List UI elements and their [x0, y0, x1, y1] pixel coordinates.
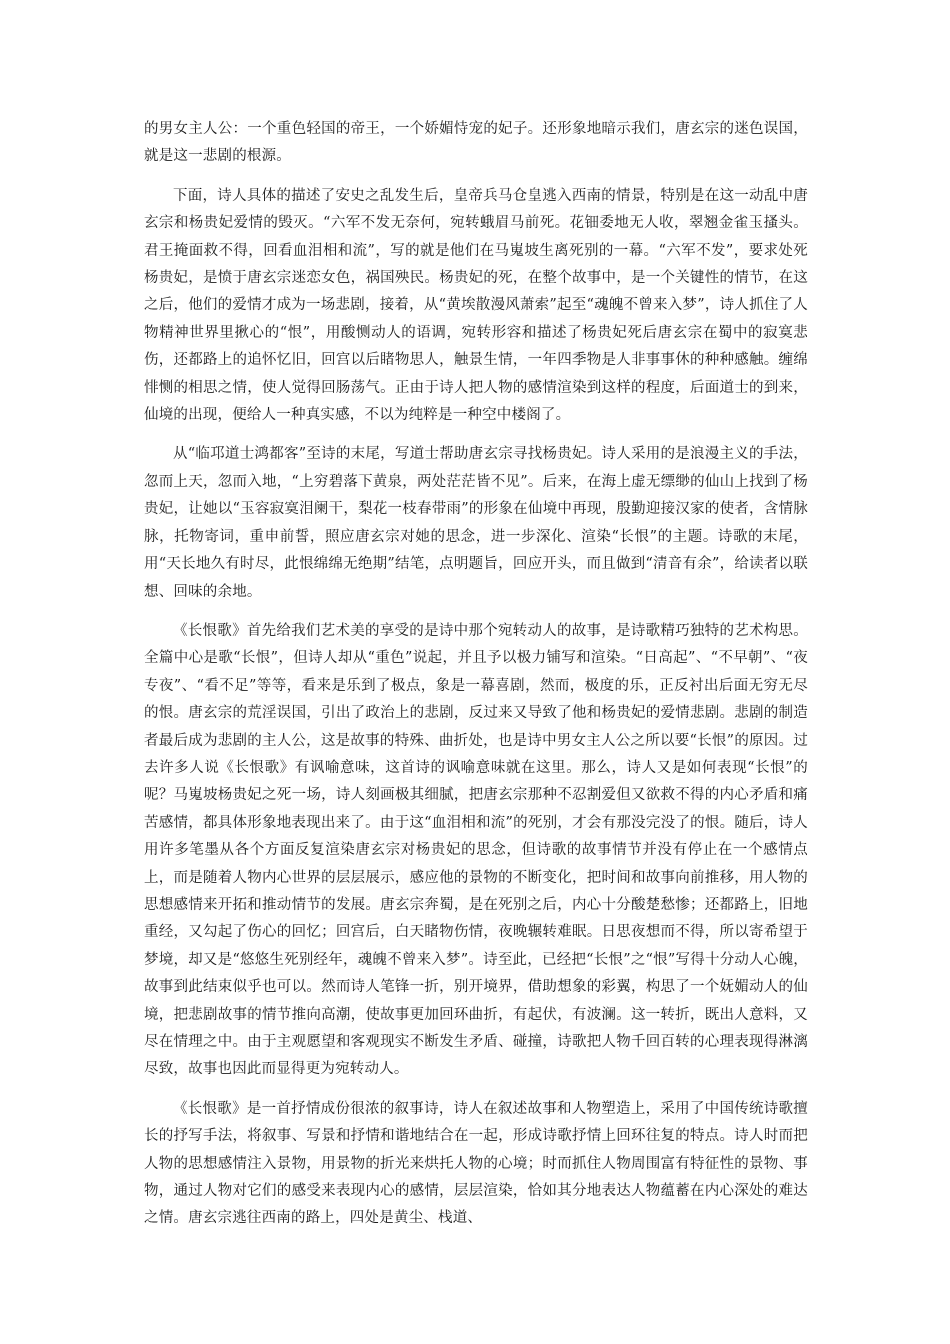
- paragraph-4: 《长恨歌》首先给我们艺术美的享受的是诗中那个宛转动人的故事，是诗歌精巧独特的艺术构思。全篇中心是歌“长恨”，但诗人却从“重色”说起，并且予以极力铺写和渲染。“日高起”、“不早朝”、“夜专夜”、“看不足”等等，看来是乐到了极点，象是一幕喜剧，然而，极度的乐，正反衬出后面无穷无尽的恨。唐玄宗的荒淫误国，引出了政治上的悲剧，反过来又导致了他和杨贵妃的爱情悲剧。悲剧的制造者最后成为悲剧的主人公，这是故事的特殊、曲折处，也是诗中男女主人公之所以要“长恨”的原因。过去许多人说《长恨歌》有讽喻意味，这首诗的讽喻意味就在这里。那么，诗人又是如何表现“长恨”的呢？马嵬坡杨贵妃之死一场，诗人刻画极其细腻，把唐玄宗那种不忍割爱但又欲救不得的内心矛盾和痛苦感情，都具体形象地表现出来了。由于这“血泪相和流”的死别，才会有那没完没了的恨。随后，诗人用许多笔墨从各个方面反复渲染唐玄宗对杨贵妃的思念，但诗歌的故事情节并没有停止在一个感情点上，而是随着人物内心世界的层层展示，感应他的景物的不断变化，把时间和故事向前推移，用人物的思想感情来开拓和推动情节的发展。唐玄宗奔蜀，是在死别之后，内心十分酸楚愁惨；还都路上，旧地重经，又勾起了伤心的回忆；回宫后，白天睹物伤情，夜晚辗转难眠。日思夜想而不得，所以寄希望于梦境，却又是“悠悠生死别经年，魂魄不曾来入梦”。诗至此，已经把“长恨”之“恨”写得十分动人心魄，故事到此结束似乎也可以。然而诗人笔锋一折，别开境界，借助想象的彩翼，构思了一个妩媚动人的仙境，把悲剧故事的情节推向高潮，使故事更加回环曲折，有起伏，有波澜。这一转折，既出人意料，又尽在情理之中。由于主观愿望和客观现实不断发生矛盾、碰撞，诗歌把人物千回百转的心理表现得淋漓尽致，故事也因此而显得更为宛转动人。: [144, 622, 808, 1078]
- paragraph-2: 下面，诗人具体的描述了安史之乱发生后，皇帝兵马仓皇逃入西南的情景，特别是在这一动乱中唐玄宗和杨贵妃爱情的毁灭。“六军不发无奈何，宛转蛾眉马前死。花钿委地无人收，翠翘金雀玉搔头。君王掩面救不得，回看血泪相和流”，写的就是他们在马嵬坡生离死别的一幕。“六军不发”，要求处死杨贵妃，是愤于唐玄宗迷恋女色，祸国殃民。杨贵妃的死，在整个故事中，是一个关键性的情节，在这之后，他们的爱情才成为一场悲剧，接着，从“黄埃散漫风萧索”起至“魂魄不曾来入梦”，诗人抓住了人物精神世界里揪心的“恨”，用酸恻动人的语调，宛转形容和描述了杨贵妃死后唐玄宗在蜀中的寂寞悲伤，还都路上的追怀忆旧，回宫以后睹物思人，触景生情，一年四季物是人非事事休的种种感触。缠绵悱恻的相思之情，使人觉得回肠荡气。正由于诗人把人物的感情渲染到这样的程度，后面道士的到来，仙境的出现，便给人一种真实感，不以为纯粹是一种空中楼阁了。: [144, 187, 808, 424]
- paragraph-5: 《长恨歌》是一首抒情成份很浓的叙事诗，诗人在叙述故事和人物塑造上，采用了中国传统诗歌擅长的抒写手法，将叙事、写景和抒情和谐地结合在一起，形成诗歌抒情上回环往复的特点。诗人时而把人物的思想感情注入景物，用景物的折光来烘托人物的心境；时而抓住人物周围富有特征性的景物、事物，通过人物对它们的感受来表现内心的感情，层层渲染，恰如其分地表达人物蕴蓄在内心深处的难达之情。唐玄宗逃往西南的路上，四处是黄尘、栈道、: [144, 1100, 808, 1227]
- paragraph-1: 的男女主人公：一个重色轻国的帝王，一个娇媚恃宠的妃子。还形象地暗示我们，唐玄宗的迷色误国，就是这一悲剧的根源。: [144, 121, 808, 165]
- document-page: [144, 116, 808, 1245]
- paragraph-3: 从“临邛道士鸿都客”至诗的末尾，写道士帮助唐玄宗寻找杨贵妃。诗人采用的是浪漫主义的手法，忽而上天，忽而入地，“上穷碧落下黄泉，两处茫茫皆不见”。后来，在海上虚无缥缈的仙山上找到了杨贵妃，让她以“玉容寂寞泪阑干，梨花一枝春带雨”的形象在仙境中再现，殷勤迎接汉家的使者，含情脉脉，托物寄词，重申前誓，照应唐玄宗对她的思念，进一步深化、渲染“长恨”的主题。诗歌的末尾，用“天长地久有时尽，此恨绵绵无绝期”结笔，点明题旨，回应开头，而且做到“清音有余”，给读者以联想、回味的余地。: [144, 446, 808, 600]
